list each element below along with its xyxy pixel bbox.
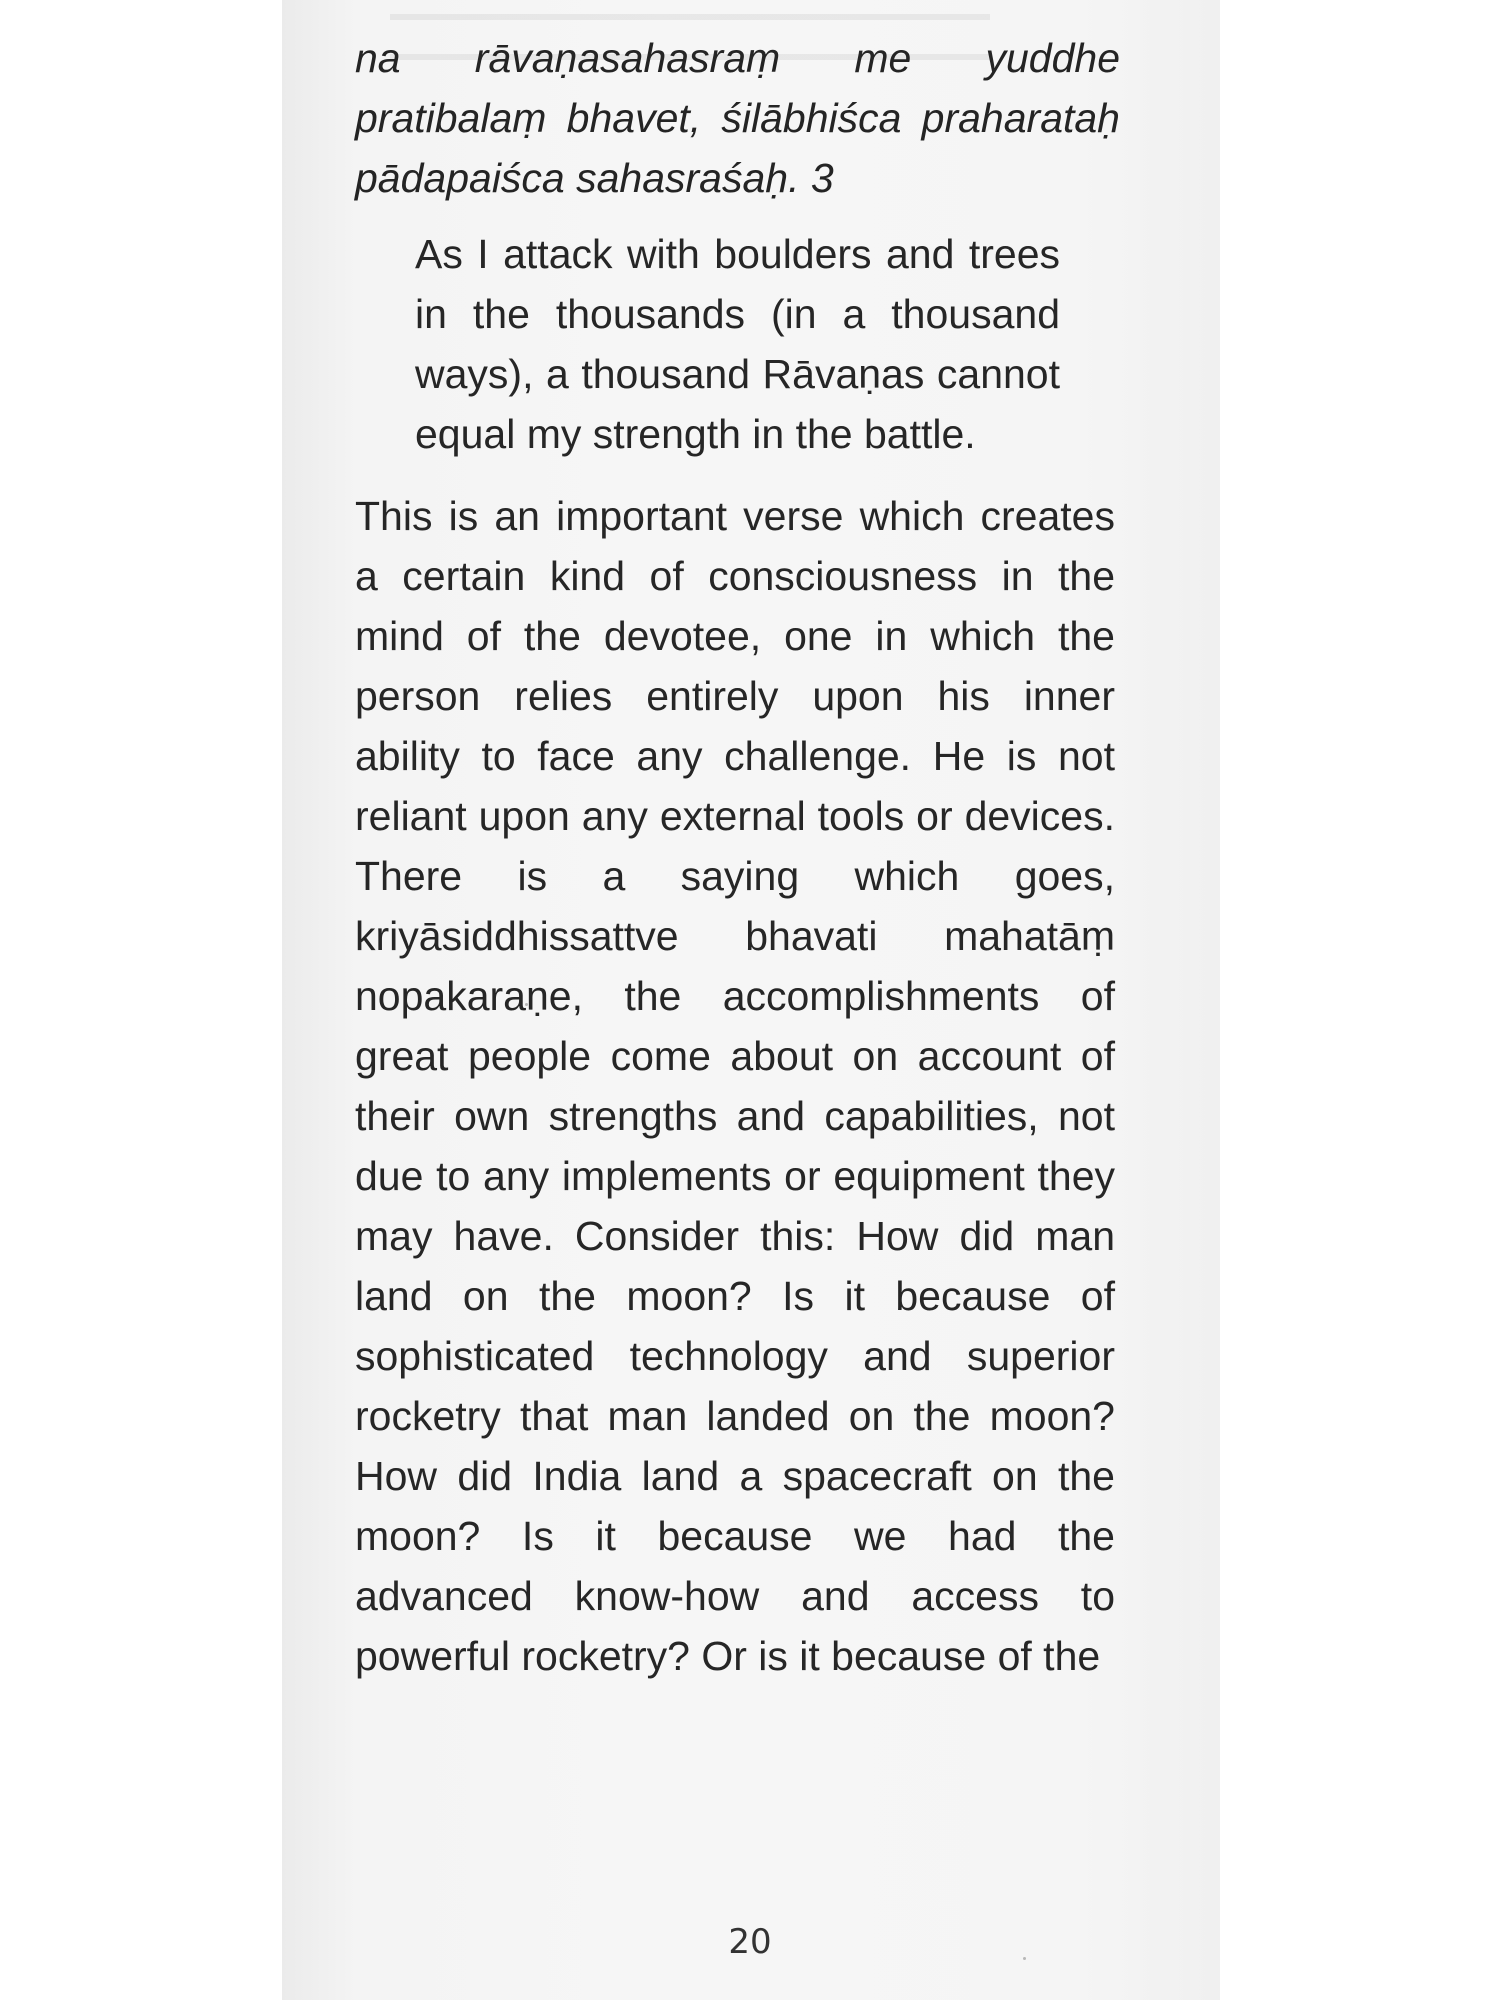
page-number: 20 (728, 1922, 772, 1962)
verse-translation: As I attack with boulders and trees in the thousands (in a thousand ways), a thousand Rāvaṇas cannot equal my strength in the battle. (415, 231, 1060, 457)
sanskrit-verse: na rāvaṇasahasraṃ me yuddhe pratibalaṃ bhavet, śilābhiśca praharataḥ pādapaiśca sahasraśaḥ. 3 (355, 35, 1120, 201)
page-content (355, 28, 1125, 1686)
commentary-paragraph: This is an important verse which creates a certain kind of consciousness in the mind of the devotee, one in which the person relies entirely upon his inner ability to face any challenge. He is not reliant upon any external tools or devices. There is a saying which goes, kriyāsiddhissattve bhavati mahatāṃ nopakaraṇe, the accomplishments of great people come about on account of their own strengths and capabilities, not due to any implements or equipment they may have. Consider this: How did man land on the moon? Is it because of sophisticated technology and superior rocketry that man landed on the moon? How did India land a spacecraft on the moon? Is it because we had the advanced know-how and access to powerful rocketry? Or is it because of the (355, 493, 1115, 1679)
